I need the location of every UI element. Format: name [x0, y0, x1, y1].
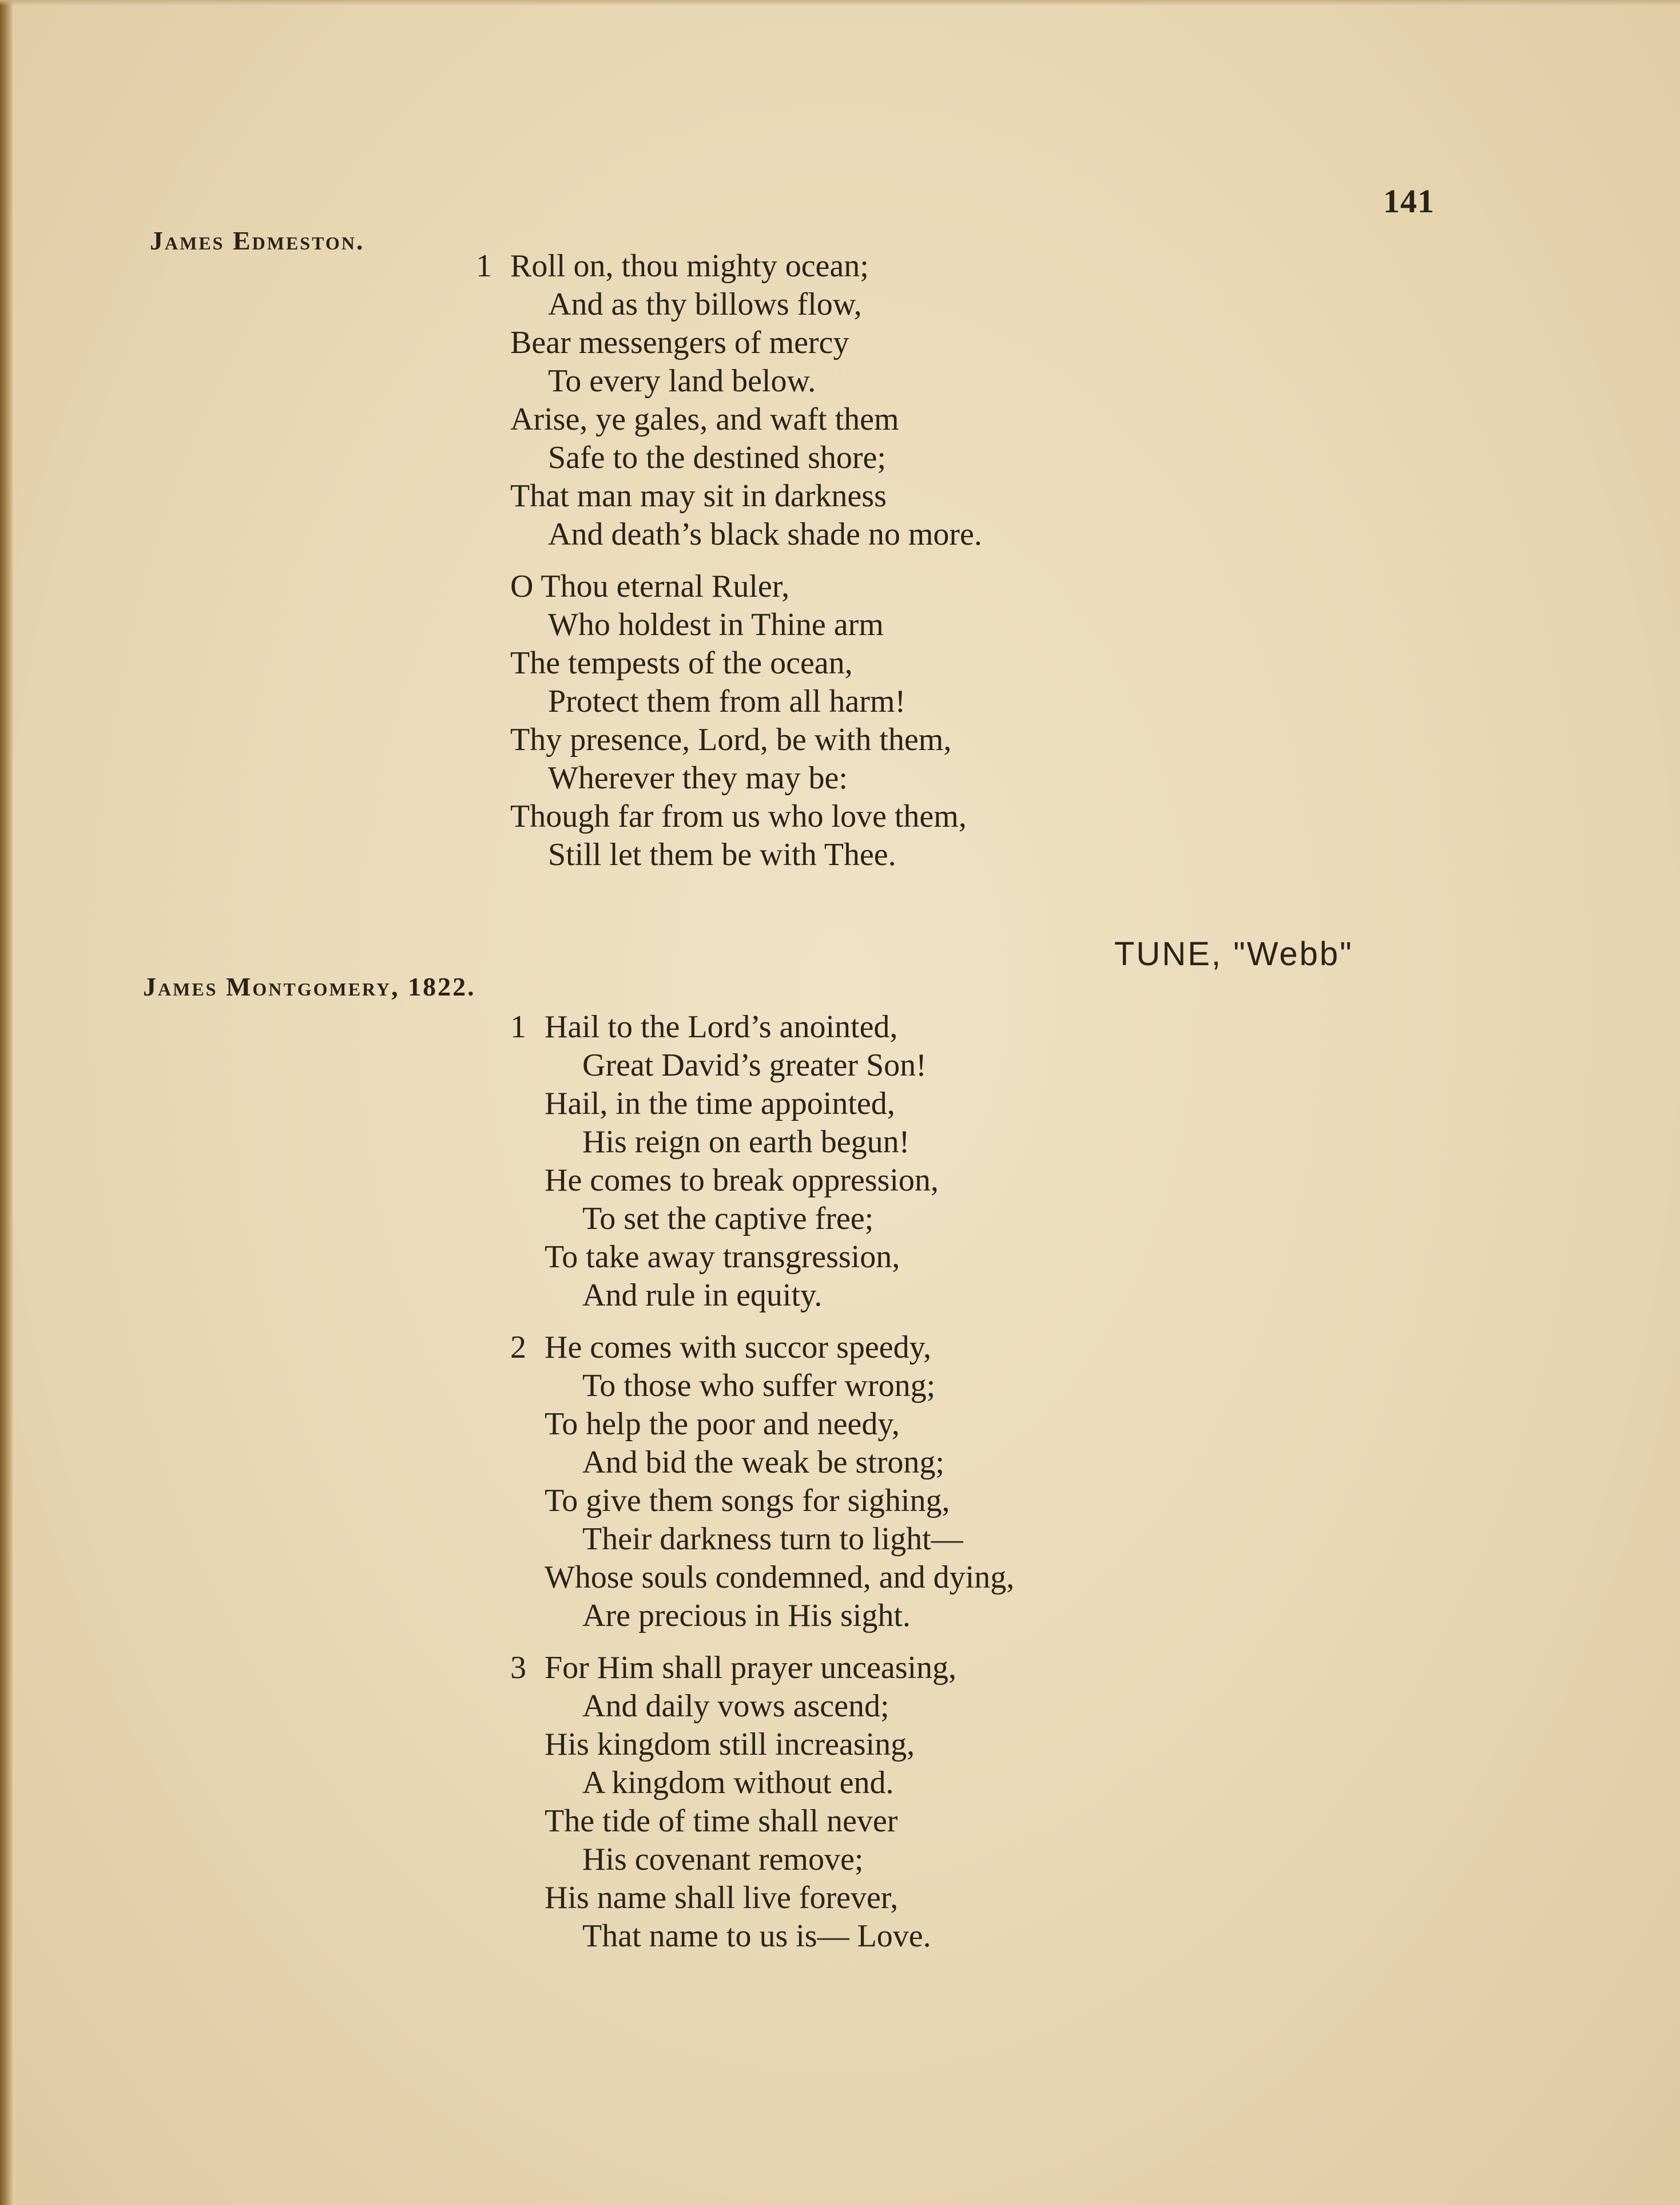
verse-line: Whose souls condemned, and dying, [545, 1560, 1015, 1595]
verse-line: Are precious in His sight. [582, 1598, 911, 1633]
verse-line: Protect them from all harm! [548, 684, 906, 719]
hymn1-stanza-1 [476, 247, 982, 554]
verse-line: Though far from us who love them, [510, 799, 967, 834]
verse-line: Their darkness turn to light— [582, 1521, 963, 1557]
verse-line: His kingdom still increasing, [545, 1727, 915, 1762]
verse-line: To help the poor and needy, [545, 1406, 900, 1442]
hymn2-tune: TUNE, "Webb" [1114, 935, 1353, 973]
verse-line: To every land below. [548, 363, 816, 399]
hymn2-author: James Montgomery, 1822. [143, 972, 476, 1001]
verse-line: The tide of time shall never [545, 1803, 898, 1839]
verse-line: Thy presence, Lord, be with them, [510, 722, 952, 758]
hymn2-stanza-2 [510, 1328, 1014, 1635]
verse-line: Safe to the destined shore; [548, 440, 886, 475]
verse-line: And daily vows ascend; [582, 1688, 889, 1724]
verse-line: And as thy billows flow, [548, 287, 862, 322]
verse-line: Hail to the Lord’s anointed, [545, 1009, 898, 1045]
verse-line: To take away transgression, [545, 1239, 900, 1275]
page-top-edge [0, 0, 1680, 6]
verse-line: That man may sit in darkness [510, 478, 887, 514]
verse-line: To set the captive free; [582, 1201, 874, 1236]
verse-line: Who holdest in Thine arm [548, 607, 884, 643]
stanza-number: 1 [476, 248, 492, 284]
verse-line: The tempests of the ocean, [510, 645, 853, 681]
stanza-number: 1 [510, 1009, 526, 1045]
verse-line: Great David’s greater Son! [582, 1048, 927, 1083]
verse-line: He comes with succor speedy, [545, 1330, 931, 1365]
verse-line: He comes to break oppression, [545, 1163, 939, 1198]
verse-line: Hail, in the time appointed, [545, 1086, 895, 1121]
verse-line: And bid the weak be strong; [582, 1445, 944, 1480]
stanza-number: 3 [510, 1650, 526, 1686]
verse-line: His covenant remove; [582, 1842, 864, 1877]
verse-line: Arise, ye gales, and waft them [510, 402, 899, 437]
page-binding-edge [0, 0, 13, 2205]
hymn1-author: James Edmeston. [150, 226, 365, 255]
verse-line: For Him shall prayer unceasing, [545, 1650, 957, 1686]
page-number: 141 [1383, 183, 1435, 220]
verse-line: And rule in equity. [582, 1278, 823, 1313]
hymn2-stanza-3 [510, 1649, 1014, 1956]
verse-line: O Thou eternal Ruler, [510, 569, 790, 604]
verse-line: A kingdom without end. [582, 1765, 894, 1801]
stanza-number: 2 [510, 1330, 526, 1365]
verse-line: His reign on earth begun! [582, 1124, 910, 1160]
verse-line: That name to us is— Love. [582, 1918, 931, 1954]
verse-line: Bear messengers of mercy [510, 325, 849, 360]
hymn1-stanza-2 [476, 568, 982, 874]
verse-line: To those who suffer wrong; [582, 1368, 936, 1403]
verse-line: To give them songs for sighing, [545, 1483, 950, 1518]
hymn2-stanza-1 [510, 1008, 1014, 1315]
verse-line: Roll on, thou mighty ocean; [510, 248, 869, 284]
verse-line: His name shall live forever, [545, 1880, 899, 1916]
verse-line: Still let them be with Thee. [548, 837, 896, 873]
hymn2-text [510, 1008, 1014, 1956]
verse-line: And death’s black shade no more. [548, 517, 982, 552]
verse-line: Wherever they may be: [548, 760, 848, 796]
hymn1-text [476, 247, 982, 874]
